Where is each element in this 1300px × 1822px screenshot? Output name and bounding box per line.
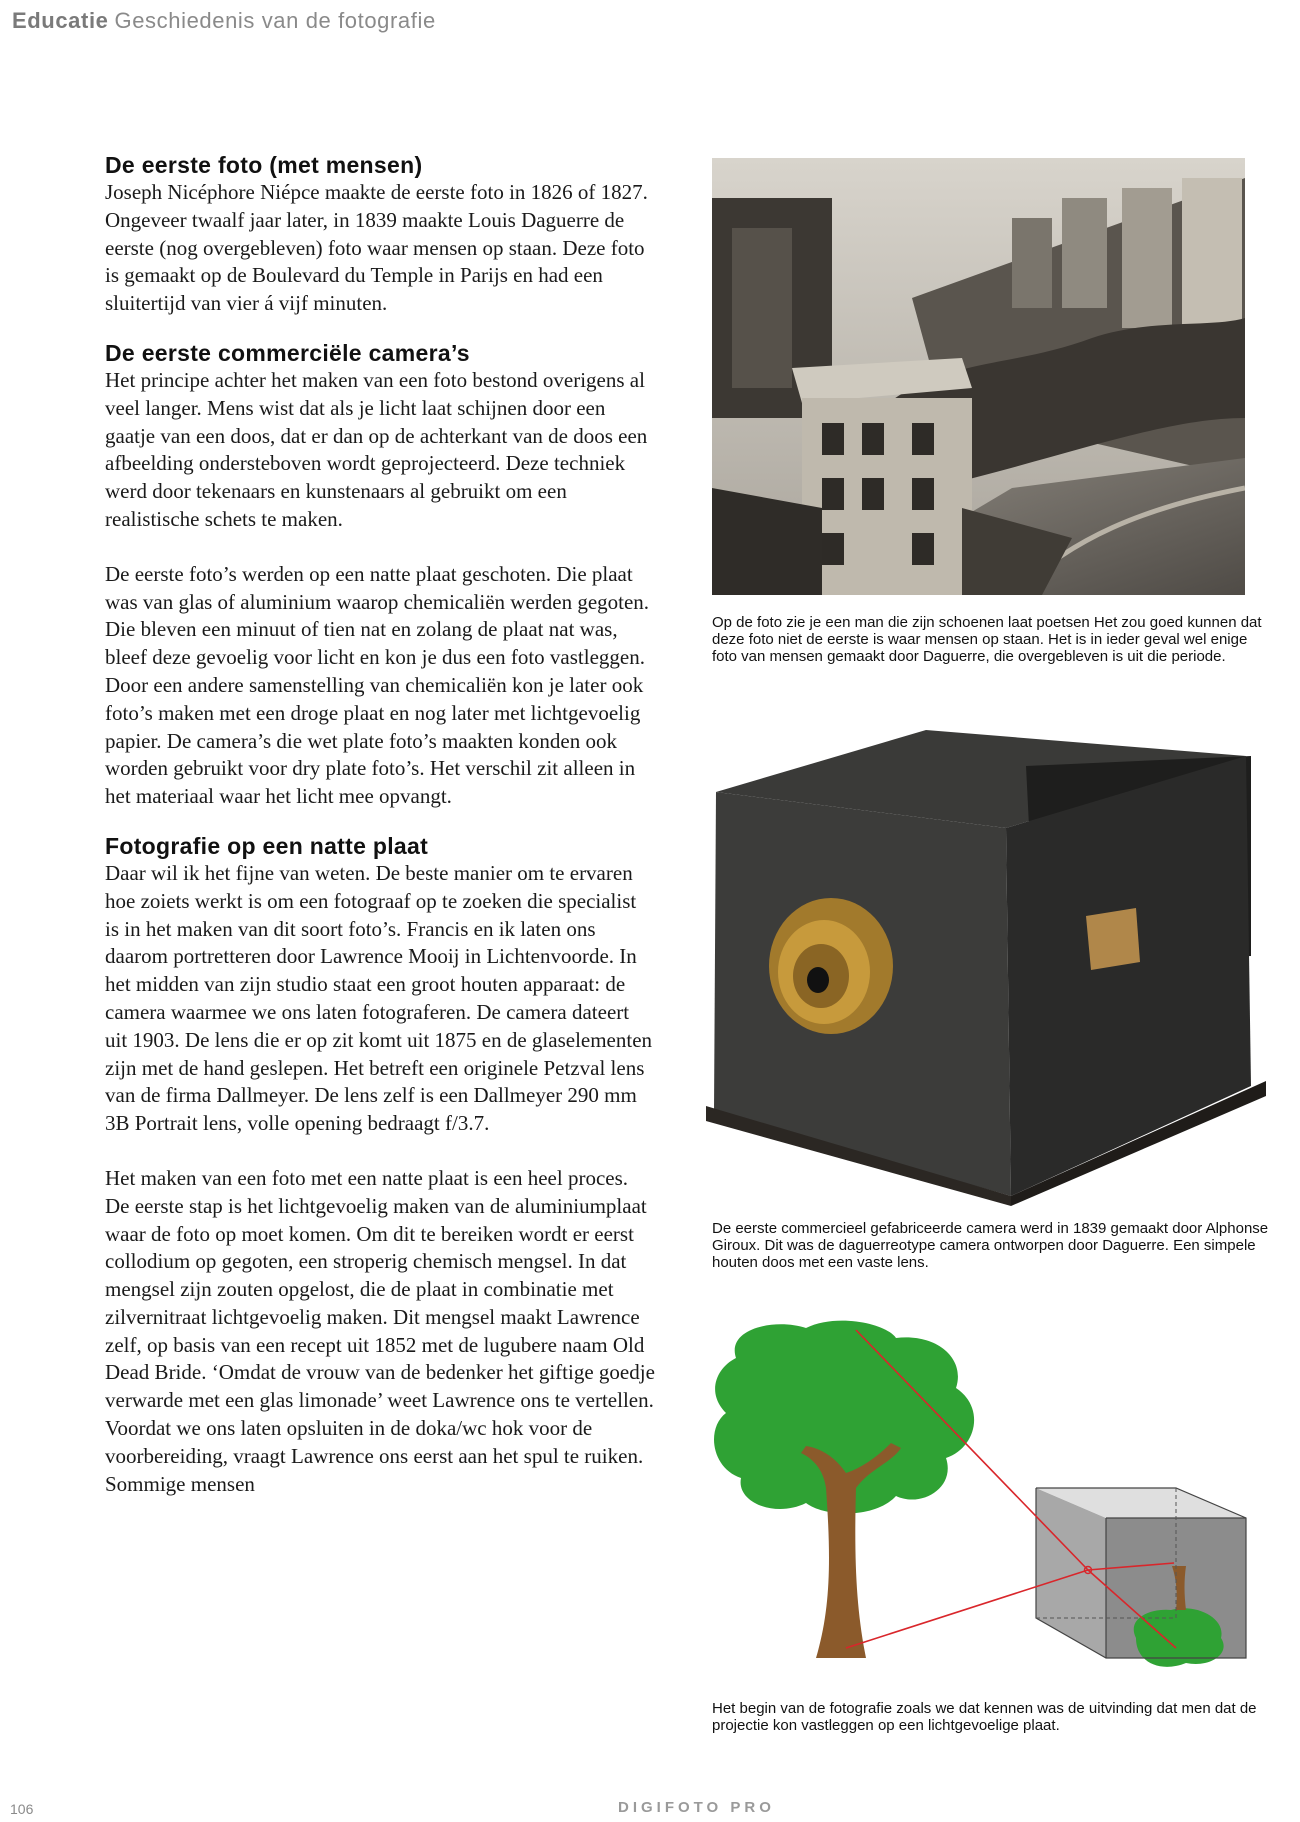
boulevard-photo [712, 158, 1245, 595]
paragraph: De eerste foto’s werden op een natte plaat geschoten. Die plaat was van glas of aluminium waarop chemicaliën werden gegoten. Die bleven een minuut of tien nat en zolang de plaat nat was, bleef deze gevoelig voor licht en kon je dus een foto vastleggen. Door een andere samenstelling van chemicaliën kon je later ook foto’s maken met een droge plaat en nog later met lichtgevoelig papier. De camera’s die wet plate foto’s maakten konden ook worden gebruikt voor dry plate foto’s. Het verschil zit alleen in het materiaal waar het licht mee opvangt. [105, 561, 650, 809]
camera-obscura-diagram [706, 1318, 1266, 1690]
caption-diagram: Het begin van de fotografie zoals we dat kennen was de uitvinding dat men dat de projectie kon vastleggen op een lichtgevoelige plaat. [712, 1700, 1257, 1734]
paragraph: Daar wil ik het fijne van weten. De beste manier om te ervaren hoe zoiets werkt is om een fotograaf op te zoeken die specialist is in het maken van dit soort foto’s. Francis en ik laten ons daarom portretteren door Lawrence Mooij in Lichtenvoorde. In het midden van zijn studio staat een groot houten apparaat: de camera waarmee we ons laten fotograferen. De camera dateert uit 1903. De lens die er op zit komt uit 1875 en de glaselementen zijn met de hand geslepen. Het betreft een originele Petzval lens van de firma Dallmeyer. De lens zelf is een Dallmeyer 290 mm 3B Portrait lens, volle opening bedraagt f/3.7. [105, 860, 653, 1136]
running-header [12, 8, 436, 34]
heading-wet-plate: Fotografie op een natte plaat [105, 832, 429, 859]
page-number: 106 [10, 1801, 34, 1817]
header-title: Geschiedenis van de fotografie [114, 8, 436, 33]
caption-camera: De eerste commercieel gefabriceerde camera werd in 1839 gemaakt door Alphonse Giroux. Dit was de daguerreotype camera ontworpen door Daguerre. Een simpele houten doos met een vaste lens. [712, 1220, 1269, 1271]
caption-photo: Op de foto zie je een man die zijn schoenen laat poetsen Het zou goed kunnen dat deze foto niet de eerste is waar mensen op staan. Het is in ieder geval wel enige foto van mensen gemaakt door Daguerre, die overgebleven is uit die periode. [712, 614, 1262, 665]
heading-first-photo: De eerste foto (met mensen) [105, 152, 423, 178]
heading-commercial-cameras: De eerste commerciële camera’s [105, 339, 470, 366]
paragraph: Het principe achter het maken van een foto bestond overigens al veel langer. Mens wist dat als je licht laat schijnen door een gaatje van een doos, dat er dan op de achterkant van de doos een afbeelding ondersteboven wordt geprojecteerd. Deze techniek werd door tekenaars en kunstenaars al gebruikt om een realistische schets te maken. [105, 367, 648, 531]
daguerreotype-camera-photo [706, 726, 1266, 1206]
header-section: Educatie [12, 8, 109, 33]
magazine-name: DIGIFOTO PRO [618, 1799, 775, 1816]
paragraph: Joseph Nicéphore Niépce maakte de eerste foto in 1826 of 1827. Ongeveer twaalf jaar later, in 1839 maakte Louis Daguerre de eerste (nog overgebleven) foto waar mensen op staan. Deze foto is gemaakt op de Boulevard du Temple in Parijs en had een sluitertijd van vier á vijf minuten. [105, 180, 648, 316]
article-body [105, 152, 655, 1498]
paragraph: Het maken van een foto met een natte plaat is een heel proces. De eerste stap is het lichtgevoelig maken van de aluminiumplaat waar de foto op moet komen. Om dit te bereiken wordt er eerst collodium op gegoten, een stroperig chemisch mengsel. In dat mengsel zijn zouten opgelost, die de plaat in combinatie met zilvernitraat lichtgevoelig maken. Dit mengsel maakt Lawrence zelf, op basis van een recept uit 1852 met de lugubere naam Old Dead Bride. ‘Omdat de vrouw van de bedenker het giftige goedje verwarde met een glas limonade’ weet Lawrence ons te vertellen. Voordat we ons laten opsluiten in de doka/wc hok voor de voorbereiding, vraagt Lawrence ons eerst aan het spul te ruiken. Sommige mensen [105, 1165, 655, 1496]
